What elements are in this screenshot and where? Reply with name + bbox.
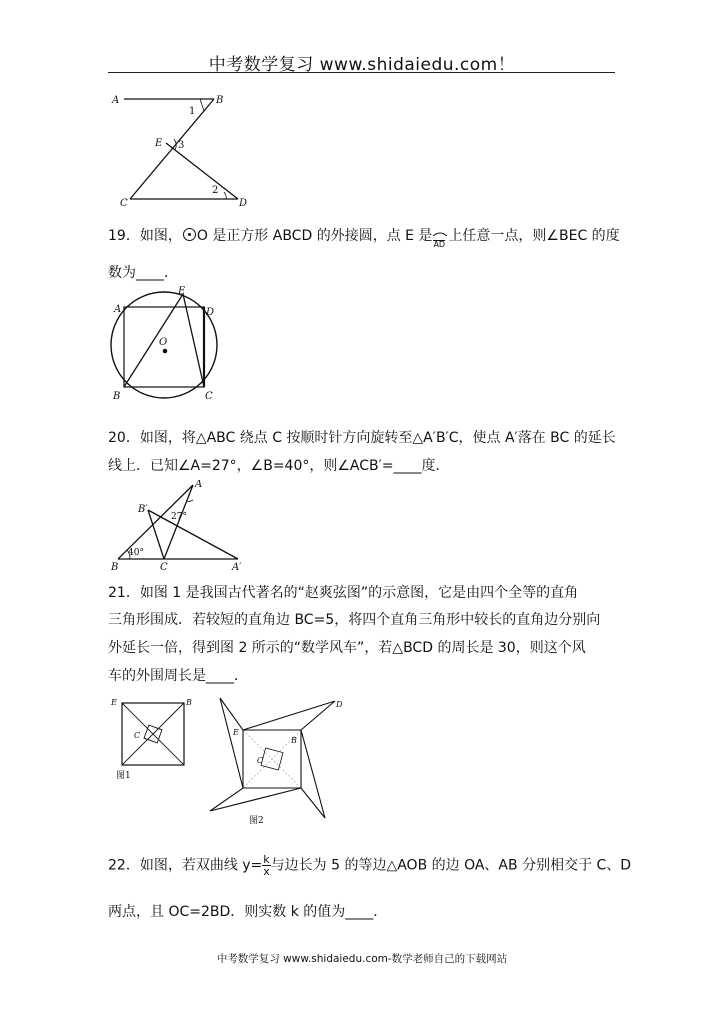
label-1: 1 — [189, 106, 196, 117]
header-rule — [108, 72, 615, 73]
label-c: C — [160, 562, 168, 572]
segment-e-to-d — [166, 143, 238, 199]
arc-ad-label: AD — [433, 240, 446, 249]
q20-line2: 线上．已知∠A=27°，∠B=40°，则∠ACB′=____度． — [108, 458, 450, 474]
figure-q19 — [108, 285, 223, 403]
label-b: B — [113, 391, 121, 402]
windmill-blade-left — [220, 698, 243, 788]
label-c: C — [205, 391, 213, 402]
label-b: B — [216, 95, 224, 106]
segment-ec — [183, 294, 204, 387]
label-b: B — [186, 698, 192, 707]
label-b: B — [111, 562, 119, 572]
fraction-k-over-x — [262, 854, 270, 877]
caption: 图2 — [249, 816, 264, 826]
angle-mark-2 — [224, 192, 226, 199]
label-2: 2 — [212, 185, 219, 196]
fraction-denominator: x — [263, 865, 270, 878]
arc-ad — [432, 231, 448, 249]
circle-dot-symbol — [183, 228, 196, 241]
q22-line2: 两点，且 OC=2BD．则实数 k 的值为____． — [108, 904, 388, 920]
label-d: D — [206, 307, 215, 318]
q19-text-a: 19．如图， — [108, 228, 182, 244]
q20-line1: 20．如图，将△ABC 绕点 C 按顺时针方向旋转至△A′B′C，使点 A′落在 BC 的延长 — [108, 430, 616, 446]
segment-eb — [124, 294, 183, 387]
q21-line2: 三角形围成．若较短的直角边 BC=5，将四个直角三角形中较长的直角边分别向 — [108, 612, 601, 628]
label-o: O — [159, 337, 168, 348]
page-header: 中考数学复习 www.shidaiedu.com！ — [208, 55, 516, 75]
q21-line4: 车的外围周长是____． — [108, 668, 248, 684]
windmill-blade-right — [301, 730, 325, 818]
figure-q21-fig1 — [108, 693, 198, 785]
q19-line1 — [108, 226, 620, 249]
angle-mark-a — [187, 500, 193, 501]
windmill-blade-top — [243, 701, 335, 730]
label-c: C — [134, 731, 141, 740]
label-a: A — [114, 304, 122, 315]
label-a: A — [195, 480, 203, 490]
label-c: C — [257, 756, 264, 765]
figure-q21-fig2 — [205, 693, 355, 828]
windmill-blade-bottom — [210, 788, 301, 811]
page-footer: 中考数学复习 www.shidaiedu.com-数学老师自己的下载网站 — [216, 953, 508, 965]
q22-text-b: 与边长为 5 的等边△AOB 的边 OA、AB 分别相交于 C、D — [270, 857, 632, 874]
fraction-numerator: k — [263, 853, 270, 866]
q19-line2: 数为____． — [108, 265, 178, 281]
figure-q20 — [108, 480, 248, 572]
label-e: E — [178, 286, 186, 297]
label-e: E — [111, 698, 117, 707]
figure-q18 — [108, 88, 258, 210]
label-b: B — [291, 736, 297, 745]
q21-line1: 21．如图 1 是我国古代著名的“赵爽弦图”的示意图，它是由四个全等的直角 — [108, 585, 579, 601]
q22-text-a: 22．如图，若双曲线 y= — [108, 857, 263, 874]
segment-ac — [164, 485, 193, 559]
label-a-prime: A′ — [232, 562, 242, 572]
q21-line3: 外延长一倍，得到图 2 所示的“数学风车”，若△BCD 的周长是 30，则这个风 — [108, 640, 586, 656]
q22-line1 — [108, 853, 632, 878]
label-e: E — [155, 138, 163, 149]
label-a: A — [112, 95, 120, 106]
caption: 图1 — [116, 771, 131, 781]
label-e: E — [233, 728, 239, 737]
label-b-prime: B′ — [138, 504, 148, 515]
segment-b-to-c — [130, 99, 214, 199]
angle-a-value: 27° — [171, 512, 187, 522]
q19-text-b: O 是正方形 ABCD 的外接圆，点 E 是 — [196, 228, 433, 244]
label-c: C — [120, 198, 128, 209]
angle-mark-1 — [200, 99, 204, 111]
center-o — [163, 349, 168, 354]
label-3: 3 — [178, 140, 185, 151]
angle-b-value: 40° — [128, 548, 144, 558]
label-d: D — [336, 700, 343, 709]
label-d: D — [239, 198, 248, 209]
q19-text-c: 上任意一点，则∠BEC 的度 — [448, 228, 620, 244]
